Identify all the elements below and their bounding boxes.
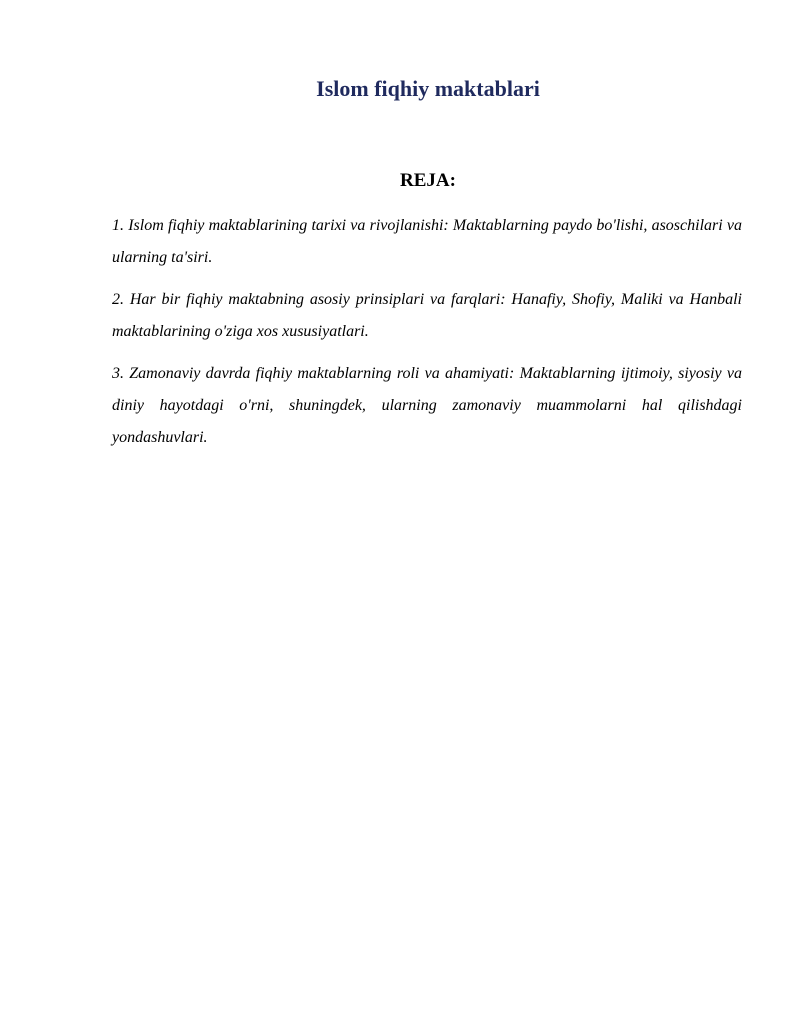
document-title: Islom fiqhiy maktablari [316, 76, 540, 101]
plan-item: 1. Islom fiqhiy maktablarining tarixi va rivojlanishi: Maktablarning paydo bo'lishi, asoschilari va ularning ta'siri. [112, 217, 742, 266]
plan-item: 3. Zamonaviy davrda fiqhiy maktablarning roli va ahamiyati: Maktablarning ijtimoiy, siyosiy va diniy hayotdagi o'rni, shuningdek, ularning zamonaviy muammolarni hal qilishdagi yondashuvlari. [112, 365, 742, 446]
plan-heading: REJA: [400, 170, 456, 191]
plan-list [112, 210, 742, 464]
plan-item: 2. Har bir fiqhiy maktabning asosiy prinsiplari va farqlari: Hanafiy, Shofiy, Maliki va Hanbali maktablarining o'ziga xos xususiyatlari. [112, 291, 742, 340]
